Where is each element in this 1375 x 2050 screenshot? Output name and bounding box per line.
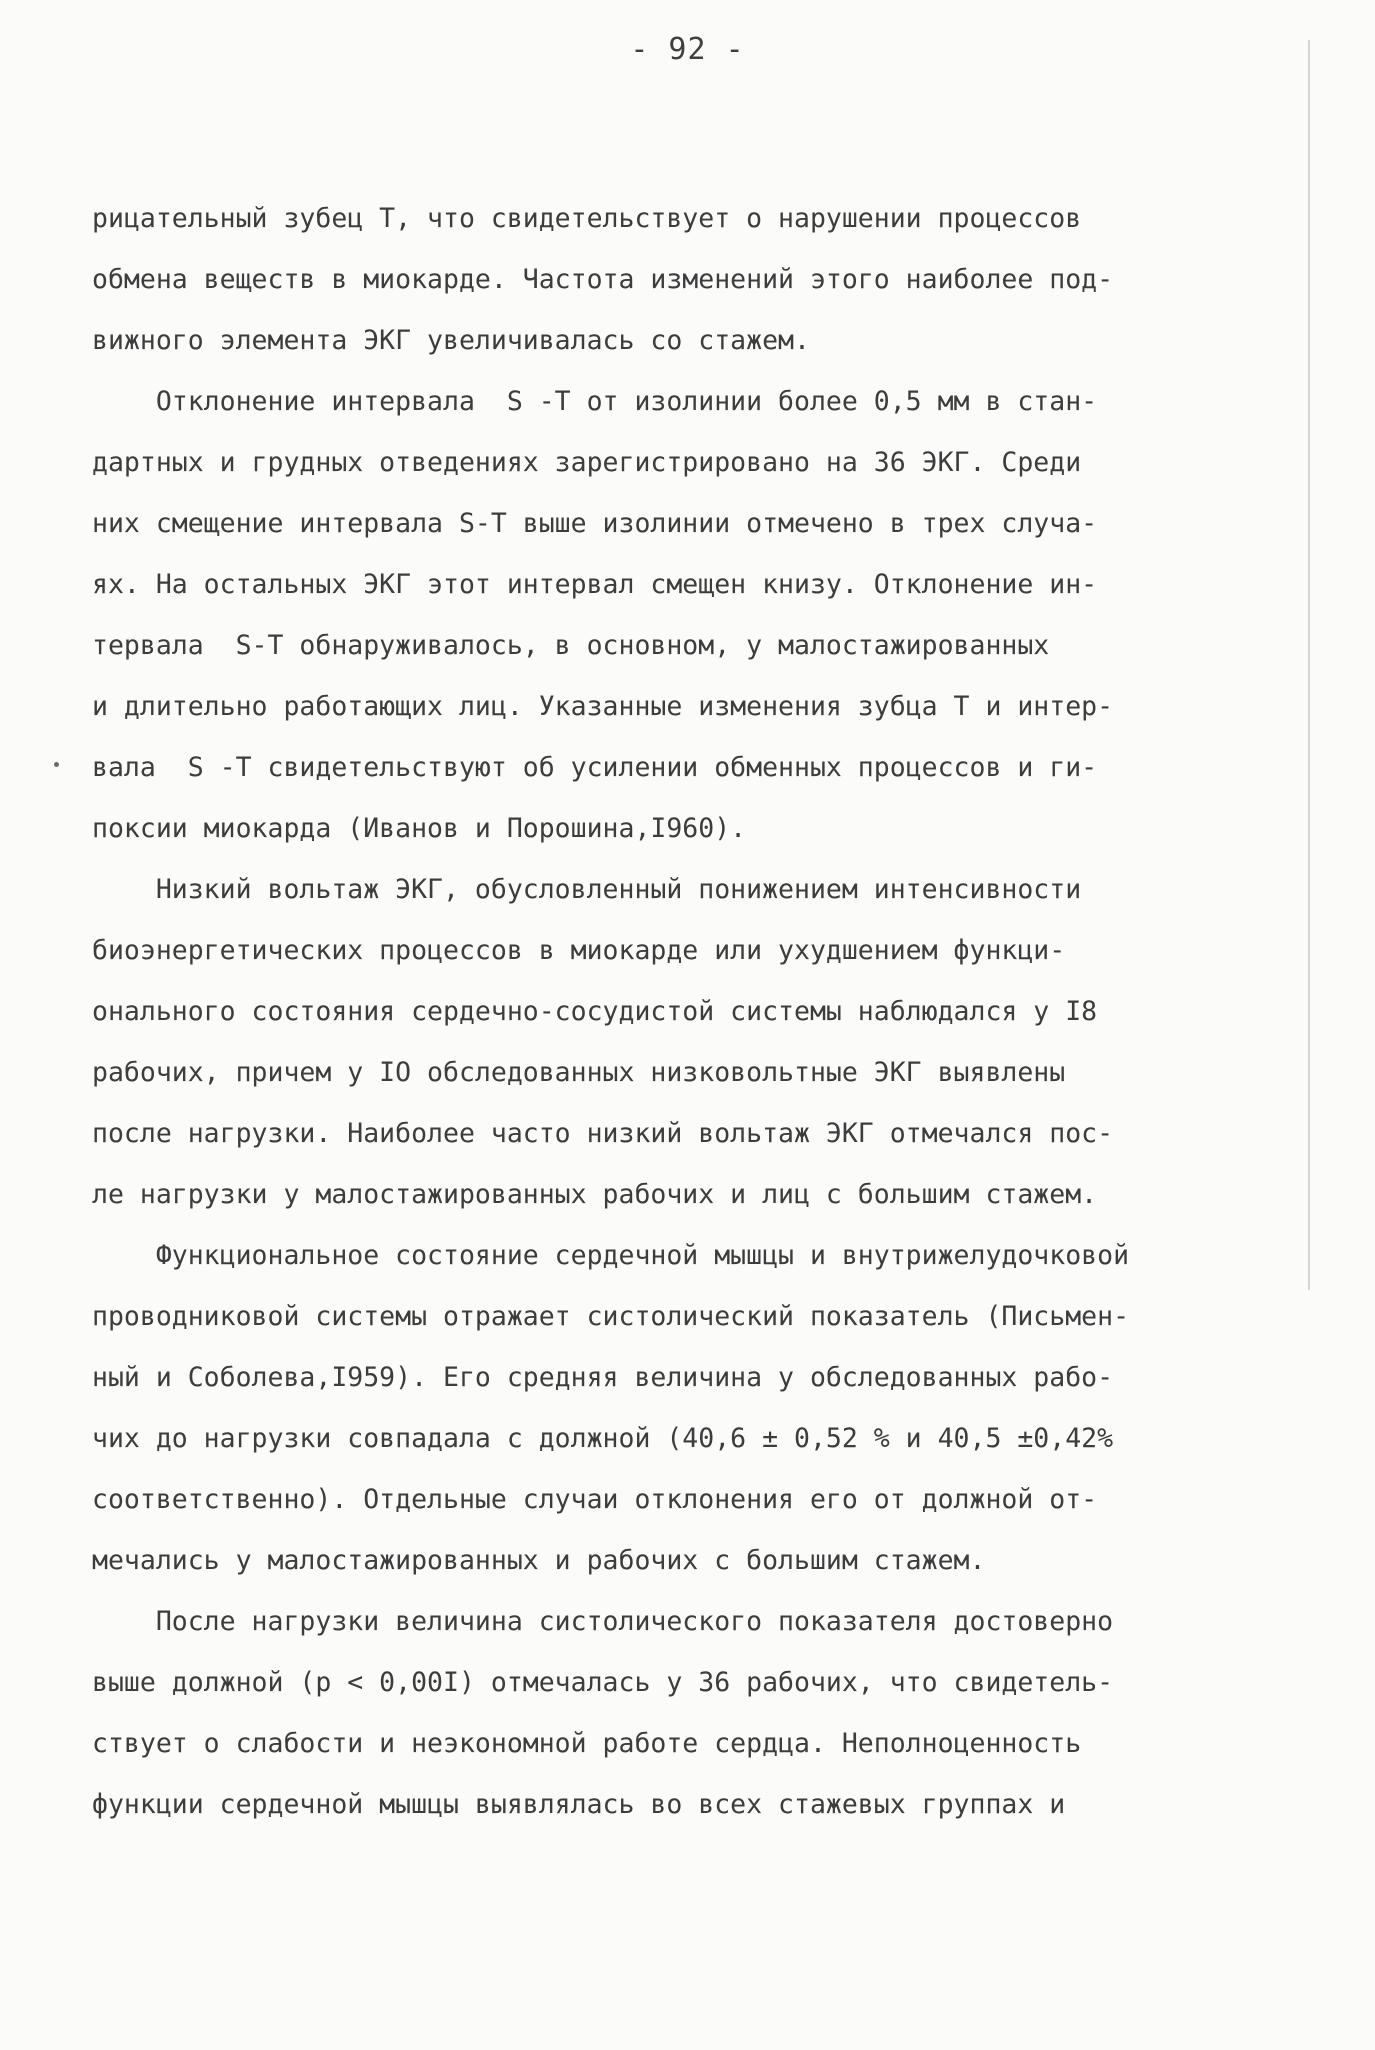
text-line: соответственно). Отдельные случаи отклонения его от должной от- bbox=[92, 1484, 1098, 1515]
text-line: Низкий вольтаж ЭКГ, обусловленный понижением интенсивности bbox=[92, 874, 1082, 905]
body-text bbox=[92, 188, 1317, 1835]
text-line: чих до нагрузки совпадала с должной (40,6 ± 0,52 % и 40,5 ±0,42% bbox=[92, 1423, 1114, 1454]
text-line: выше должной (р < 0,00I) отмечалась у 36 рабочих, что свидетель- bbox=[92, 1667, 1114, 1698]
margin-mark bbox=[54, 762, 59, 767]
text-line: Функциональное состояние сердечной мышцы и внутрижелудочковой bbox=[92, 1240, 1130, 1271]
text-line: Отклонение интервала S -Т от изолинии более 0,5 мм в стан- bbox=[92, 386, 1098, 417]
page-number: - 92 - bbox=[630, 32, 745, 67]
text-line: онального состояния сердечно-сосудистой системы наблюдался у I8 bbox=[92, 996, 1098, 1027]
text-line: и длительно работающих лиц. Указанные изменения зубца Т и интер- bbox=[92, 691, 1114, 722]
text-line: них смещение интервала S-Т выше изолинии отмечено в трех случа- bbox=[92, 508, 1098, 539]
text-line: вала S -Т свидетельствуют об усилении обменных процессов и ги- bbox=[92, 752, 1098, 783]
text-line: функции сердечной мышцы выявлялась во всех стажевых группах и bbox=[92, 1789, 1066, 1820]
text-line: проводниковой системы отражает систолический показатель (Письмен- bbox=[92, 1301, 1130, 1332]
text-line: биоэнергетических процессов в миокарде или ухудшением функци- bbox=[92, 935, 1066, 966]
text-line: поксии миокарда (Иванов и Порошина,I960). bbox=[92, 813, 747, 844]
text-line: рабочих, причем у IO обследованных низковольтные ЭКГ выявлены bbox=[92, 1057, 1066, 1088]
text-line: ях. На остальных ЭКГ этот интервал смещен книзу. Отклонение ин- bbox=[92, 569, 1098, 600]
text-line: ный и Соболева,I959). Его средняя величина у обследованных рабо- bbox=[92, 1362, 1114, 1393]
text-line: вижного элемента ЭКГ увеличивалась со стажем. bbox=[92, 325, 810, 356]
text-line: рицательный зубец Т, что свидетельствует о нарушении процессов bbox=[92, 203, 1082, 234]
text-line: После нагрузки величина систолического показателя достоверно bbox=[92, 1606, 1114, 1637]
text-line: ле нагрузки у малостажированных рабочих и лиц с большим стажем. bbox=[92, 1179, 1098, 1210]
text-line: дартных и грудных отведениях зарегистрировано на 36 ЭКГ. Среди bbox=[92, 447, 1082, 478]
text-line: мечались у малостажированных и рабочих с большим стажем. bbox=[92, 1545, 986, 1576]
text-line: обмена веществ в миокарде. Частота изменений этого наиболее под- bbox=[92, 264, 1114, 295]
text-line: после нагрузки. Наиболее часто низкий вольтаж ЭКГ отмечался пос- bbox=[92, 1118, 1114, 1149]
text-line: ствует о слабости и неэкономной работе сердца. Неполноценность bbox=[92, 1728, 1082, 1759]
text-line: тервала S-Т обнаруживалось, в основном, у малостажированных bbox=[92, 630, 1050, 661]
